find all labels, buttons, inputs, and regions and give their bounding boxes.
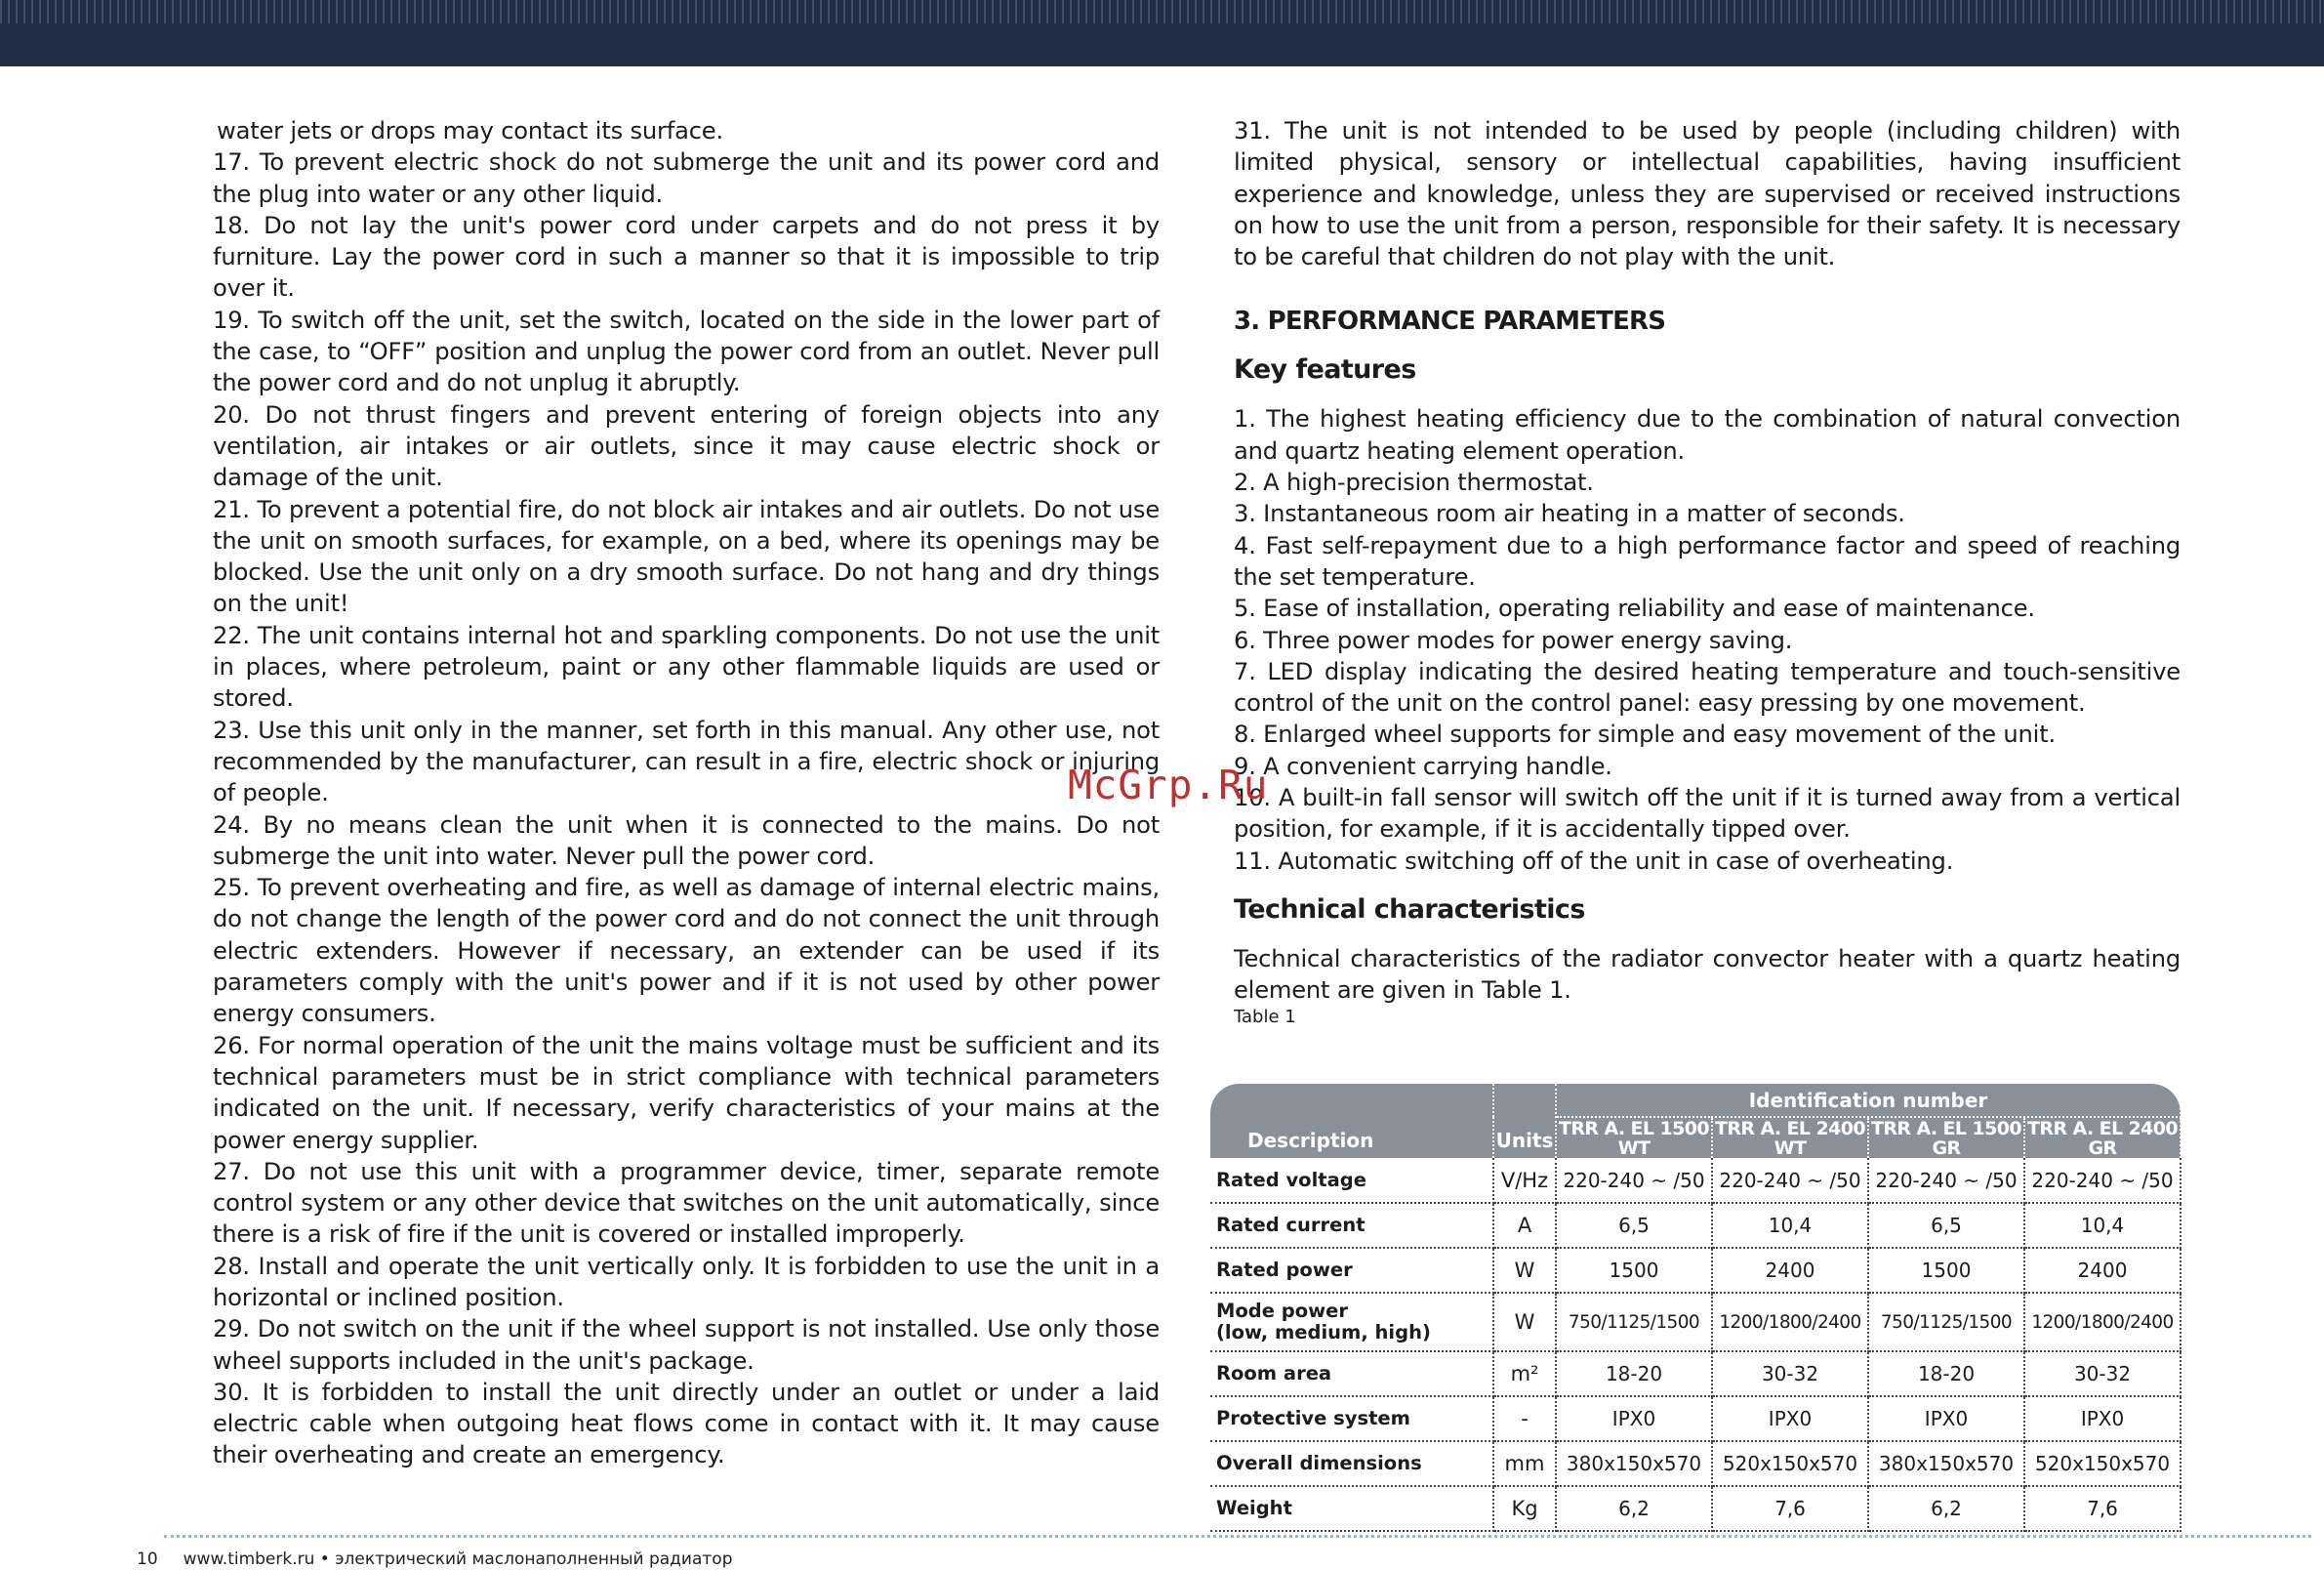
table-cell: 30-32	[2024, 1351, 2181, 1396]
feature-item: 8. Enlarged wheel supports for simple and easy movement of the unit.	[1234, 721, 2056, 749]
page-footer	[137, 1549, 732, 1570]
table-caption: Table 1	[1234, 1006, 1296, 1027]
row-unit: mm	[1493, 1441, 1556, 1486]
feature-item: 6. Three power modes for power energy saving.	[1234, 626, 1793, 654]
paragraph-31: 31. The unit is not intended to be used by people (including children) with limited physical, sensory or intellectual capabilities, having insufficient experience and knowledge, unless they are supervised or received instructions on how to use the unit from a person, responsible for their safety. It is necessary to be careful that children do not play with the unit.	[1234, 117, 2181, 271]
paragraph-29: 29. Do not switch on the unit if the wheel support is not installed. Use only those wheel supports included in the unit's package.	[213, 1315, 1160, 1375]
paragraph-26: 26. For normal operation of the unit the mains voltage must be sufficient and its technical parameters must be in strict compliance with technical parameters indicated on the unit. If necessary, verify characteristics of your mains at the power energy supplier.	[213, 1031, 1160, 1154]
table-cell: 750/1125/1500	[1868, 1293, 2024, 1351]
table-cell: 750/1125/1500	[1556, 1293, 1712, 1351]
header-units: Units	[1493, 1084, 1556, 1158]
row-label: Room area	[1210, 1351, 1493, 1396]
table-cell: 6,5	[1556, 1203, 1712, 1248]
table-cell: 1200/1800/2400	[2024, 1293, 2181, 1351]
table-cell: 520x150x570	[2024, 1441, 2181, 1486]
row-unit: -	[1493, 1396, 1556, 1441]
model-suffix: WT	[1617, 1136, 1651, 1159]
model-suffix: GR	[1932, 1136, 1961, 1159]
feature-item: 5. Ease of installation, operating reliability and ease of maintenance.	[1234, 595, 2035, 623]
paragraph-21: 21. To prevent a potential fire, do not block air intakes and air outlets. Do not use the unit on smooth surfaces, for example, on a bed, where its openings may be blocked. Use the unit only on a dry smooth surface. Do not hang and dry things on the unit!	[213, 495, 1160, 618]
feature-item: 9. A convenient carrying handle.	[1234, 752, 1612, 780]
tech-title: Technical characteristics	[1234, 893, 1585, 925]
table-row	[1210, 1486, 2181, 1531]
table-cell: 6,2	[1556, 1486, 1712, 1531]
model-name: TRR A. EL 1500	[1559, 1117, 1709, 1139]
paragraph-18: 18. Do not lay the unit's power cord under carpets and do not press it by furniture. Lay the power cord in such a manner so that it is impossible to trip over it.	[213, 211, 1160, 303]
table-row	[1210, 1441, 2181, 1486]
table-cell: 220-240 ~ /50	[1868, 1158, 2024, 1203]
paragraph-30: 30. It is forbidden to install the unit directly under an outlet or under a laid electric cable when outgoing heat flows come in contact with it. It may cause their overheating and create an emergency.	[213, 1378, 1160, 1469]
footer-divider	[164, 1535, 2311, 1538]
table-cell: 30-32	[1712, 1351, 1868, 1396]
table-row	[1210, 1203, 2181, 1248]
table-header-row	[1210, 1084, 2181, 1117]
table-cell: 7,6	[1712, 1486, 1868, 1531]
row-label: Rated voltage	[1210, 1158, 1493, 1203]
table-cell: 6,2	[1868, 1486, 2024, 1531]
model-name: TRR A. EL 2400	[2027, 1117, 2178, 1139]
watermark: McGrp.Ru	[1068, 762, 1269, 808]
table-cell: 1500	[1868, 1248, 2024, 1293]
feature-item: 1. The highest heating efficiency due to the combination of natural convection and quartz heating element operation.	[1234, 405, 2181, 465]
key-features-title: Key features	[1234, 354, 1416, 386]
section-title: 3. PERFORMANCE PARAMETERS	[1234, 307, 1666, 337]
table-cell: 220-240 ~ /50	[2024, 1158, 2181, 1203]
paragraph-19: 19. To switch off the unit, set the switch, located on the side in the lower part of the case, to “OFF” position and unplug the power cord from an outlet. Never pull the power cord and do not unplug it abruptly.	[213, 306, 1160, 397]
paragraph-17: 17. To prevent electric shock do not submerge the unit and its power cord and the plug into water or any other liquid.	[213, 148, 1160, 208]
row-unit: Kg	[1493, 1486, 1556, 1531]
table-cell: 380x150x570	[1868, 1441, 2024, 1486]
table-cell: IPX0	[1556, 1396, 1712, 1441]
model-name: TRR A. EL 2400	[1715, 1117, 1865, 1139]
table-cell: 1200/1800/2400	[1712, 1293, 1868, 1351]
model-header	[1868, 1117, 2024, 1158]
table-row	[1210, 1293, 2181, 1351]
row-label	[1210, 1293, 1493, 1351]
table-cell: 1500	[1556, 1248, 1712, 1293]
table-cell: 18-20	[1556, 1351, 1712, 1396]
left-column	[213, 115, 1160, 1471]
row-unit: m²	[1493, 1351, 1556, 1396]
paragraph-28: 28. Install and operate the unit vertically only. It is forbidden to use the unit in a horizontal or inclined position.	[213, 1252, 1160, 1311]
paragraph-24: 24. By no means clean the unit when it is connected to the mains. Do not submerge the unit into water. Never pull the power cord.	[213, 810, 1160, 870]
table-cell: 520x150x570	[1712, 1441, 1868, 1486]
feature-item: 11. Automatic switching off of the unit in case of overheating.	[1234, 847, 1954, 875]
model-suffix: GR	[2088, 1136, 2117, 1159]
row-unit: W	[1493, 1293, 1556, 1351]
footer-text: www.timberk.ru • электрический маслонаполненный радиатор	[183, 1549, 733, 1569]
header-bar	[0, 0, 2324, 66]
row-label: Protective system	[1210, 1396, 1493, 1441]
model-header	[2024, 1117, 2181, 1158]
header-identification: Identification number	[1556, 1084, 2181, 1117]
feature-item: 2. A high-precision thermostat.	[1234, 469, 1594, 497]
model-suffix: WT	[1774, 1136, 1807, 1159]
table-cell: 6,5	[1868, 1203, 2024, 1248]
paragraph-22: 22. The unit contains internal hot and sparkling components. Do not use the unit in places, where petroleum, paint or any other flammable liquids are used or stored.	[213, 621, 1160, 713]
row-label: Overall dimensions	[1210, 1441, 1493, 1486]
row-label-line1: Mode power	[1216, 1300, 1348, 1322]
table-cell: 2400	[1712, 1248, 1868, 1293]
row-label-line2: (low, medium, high)	[1216, 1321, 1431, 1343]
row-unit: A	[1493, 1203, 1556, 1248]
spec-table	[1210, 1084, 2181, 1532]
paragraph-23: 23. Use this unit only in the manner, set forth in this manual. Any other use, not recommended by the manufacturer, can result in a fire, electric shock or injuring of people.	[213, 716, 1160, 807]
page-number: 10	[137, 1549, 158, 1569]
paragraph-20: 20. Do not thrust fingers and prevent entering of foreign objects into any ventilation, air intakes or air outlets, since it may cause electric shock or damage of the unit.	[213, 400, 1160, 492]
feature-item: 4. Fast self-repayment due to a high performance factor and speed of reaching the set temperature.	[1234, 531, 2181, 591]
model-name: TRR A. EL 1500	[1871, 1117, 2021, 1139]
table-cell: 10,4	[2024, 1203, 2181, 1248]
table-row	[1210, 1396, 2181, 1441]
table-cell: 7,6	[2024, 1486, 2181, 1531]
feature-item: 10. A built-in fall sensor will switch off the unit if it is turned away from a vertical position, for example, if it is accidentally tipped over.	[1234, 784, 2181, 844]
feature-item: 7. LED display indicating the desired heating temperature and touch-sensitive control of the unit on the control panel: easy pressing by one movement.	[1234, 657, 2181, 718]
table-cell: IPX0	[2024, 1396, 2181, 1441]
row-label: Weight	[1210, 1486, 1493, 1531]
right-column	[1234, 115, 2181, 1028]
paragraph-27: 27. Do not use this unit with a programmer device, timer, separate remote control system or any other device that switches on the unit automatically, since there is a risk of fire if the unit is covered or installed improperly.	[213, 1157, 1160, 1249]
table-row	[1210, 1158, 2181, 1203]
model-header	[1712, 1117, 1868, 1158]
paragraph-25: 25. To prevent overheating and fire, as well as damage of internal electric mains, do not change the length of the power cord and do not connect the unit through electric extenders. However if necessary, an extender can be used if its parameters comply with the unit's power and if it is not used by other power energy consumers.	[213, 874, 1160, 1028]
paragraph-16-end: water jets or drops may contact its surface.	[217, 117, 723, 145]
table-cell: IPX0	[1868, 1396, 2024, 1441]
header-description: Description	[1210, 1084, 1493, 1158]
table-cell: 380x150x570	[1556, 1441, 1712, 1486]
table-cell: 220-240 ~ /50	[1712, 1158, 1868, 1203]
table-cell: 220-240 ~ /50	[1556, 1158, 1712, 1203]
model-header	[1556, 1117, 1712, 1158]
table-row	[1210, 1248, 2181, 1293]
table-cell: 18-20	[1868, 1351, 2024, 1396]
tech-intro: Technical characteristics of the radiator convector heater with a quartz heating element are given in Table 1.	[1234, 944, 2181, 1005]
table-row	[1210, 1351, 2181, 1396]
row-label: Rated current	[1210, 1203, 1493, 1248]
feature-item: 3. Instantaneous room air heating in a matter of seconds.	[1234, 500, 1905, 528]
row-label: Rated power	[1210, 1248, 1493, 1293]
table-cell: IPX0	[1712, 1396, 1868, 1441]
table-cell: 2400	[2024, 1248, 2181, 1293]
row-unit: V/Hz	[1493, 1158, 1556, 1203]
row-unit: W	[1493, 1248, 1556, 1293]
table-cell: 10,4	[1712, 1203, 1868, 1248]
